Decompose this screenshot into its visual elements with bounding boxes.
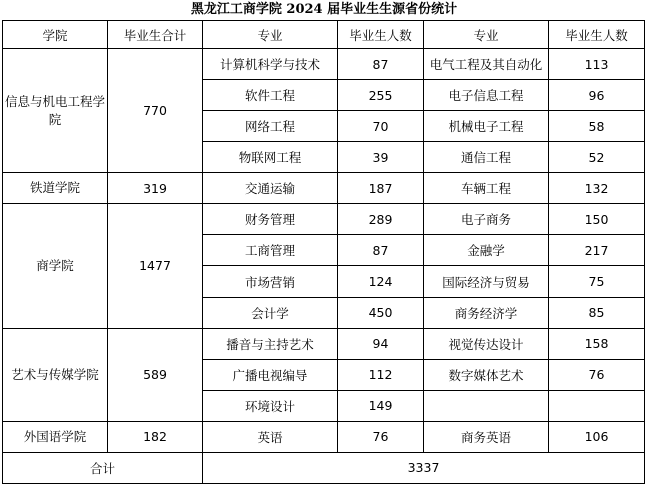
count-left-cell: 450 [338,297,424,328]
count-right-cell: 75 [549,266,645,297]
count-left-cell: 112 [338,359,424,390]
header-major-right: 专业 [424,21,549,49]
college-name-cell: 铁道学院 [3,173,108,204]
count-right-cell: 76 [549,359,645,390]
count-left-cell: 39 [338,142,424,173]
count-right-cell: 158 [549,328,645,359]
major-right-cell: 数字媒体艺术 [424,359,549,390]
college-name-cell: 信息与机电工程学院 [3,49,108,173]
major-left-cell: 交通运输 [203,173,338,204]
major-right-cell: 金融学 [424,235,549,266]
college-total-cell: 319 [108,173,203,204]
college-total-cell: 182 [108,421,203,452]
graduate-stats-table [2,20,645,484]
count-left-cell: 255 [338,80,424,111]
major-right-cell: 电子信息工程 [424,80,549,111]
count-right-cell: 132 [549,173,645,204]
count-left-cell: 70 [338,111,424,142]
college-name-cell: 商学院 [3,204,108,328]
major-right-cell: 国际经济与贸易 [424,266,549,297]
college-total-cell: 1477 [108,204,203,328]
table-row [3,204,645,235]
major-left-cell: 工商管理 [203,235,338,266]
major-left-cell: 环境设计 [203,390,338,421]
count-right-cell: 85 [549,297,645,328]
count-right-cell: 106 [549,421,645,452]
count-left-cell: 76 [338,421,424,452]
grand-total-value: 3337 [203,452,645,483]
major-right-cell: 电子商务 [424,204,549,235]
college-total-cell: 770 [108,49,203,173]
count-left-cell: 87 [338,49,424,80]
header-total: 毕业生合计 [108,21,203,49]
count-right-cell: 113 [549,49,645,80]
count-right-cell: 96 [549,80,645,111]
count-left-cell: 289 [338,204,424,235]
college-name-cell: 艺术与传媒学院 [3,328,108,421]
header-count-right: 毕业生人数 [549,21,645,49]
table-row [3,173,645,204]
major-left-cell: 市场营销 [203,266,338,297]
table-row [3,49,645,80]
major-right-cell: 电气工程及其自动化 [424,49,549,80]
major-left-cell: 软件工程 [203,80,338,111]
major-left-cell: 财务管理 [203,204,338,235]
count-left-cell: 124 [338,266,424,297]
major-right-cell: 商务英语 [424,421,549,452]
total-label: 合计 [3,452,203,483]
major-left-cell: 网络工程 [203,111,338,142]
count-right-cell: 58 [549,111,645,142]
count-left-cell: 94 [338,328,424,359]
major-left-cell: 会计学 [203,297,338,328]
major-right-cell: 通信工程 [424,142,549,173]
major-right-cell: 商务经济学 [424,297,549,328]
total-row [3,452,645,483]
header-college: 学院 [3,21,108,49]
college-total-cell: 589 [108,328,203,421]
major-left-cell: 广播电视编导 [203,359,338,390]
major-right-cell [424,390,549,421]
major-left-cell: 计算机科学与技术 [203,49,338,80]
major-right-cell: 车辆工程 [424,173,549,204]
count-right-cell: 217 [549,235,645,266]
college-name-cell: 外国语学院 [3,421,108,452]
count-right-cell: 52 [549,142,645,173]
major-right-cell: 机械电子工程 [424,111,549,142]
count-left-cell: 187 [338,173,424,204]
major-left-cell: 物联网工程 [203,142,338,173]
count-left-cell: 149 [338,390,424,421]
count-right-cell [549,390,645,421]
header-major-left: 专业 [203,21,338,49]
header-count-left: 毕业生人数 [338,21,424,49]
major-left-cell: 英语 [203,421,338,452]
table-title: 黑龙江工商学院 2024 届毕业生生源省份统计 [190,2,458,17]
major-right-cell: 视觉传达设计 [424,328,549,359]
major-left-cell: 播音与主持艺术 [203,328,338,359]
table-row [3,421,645,452]
count-right-cell: 150 [549,204,645,235]
count-left-cell: 87 [338,235,424,266]
table-row [3,328,645,359]
header-row [3,21,645,49]
